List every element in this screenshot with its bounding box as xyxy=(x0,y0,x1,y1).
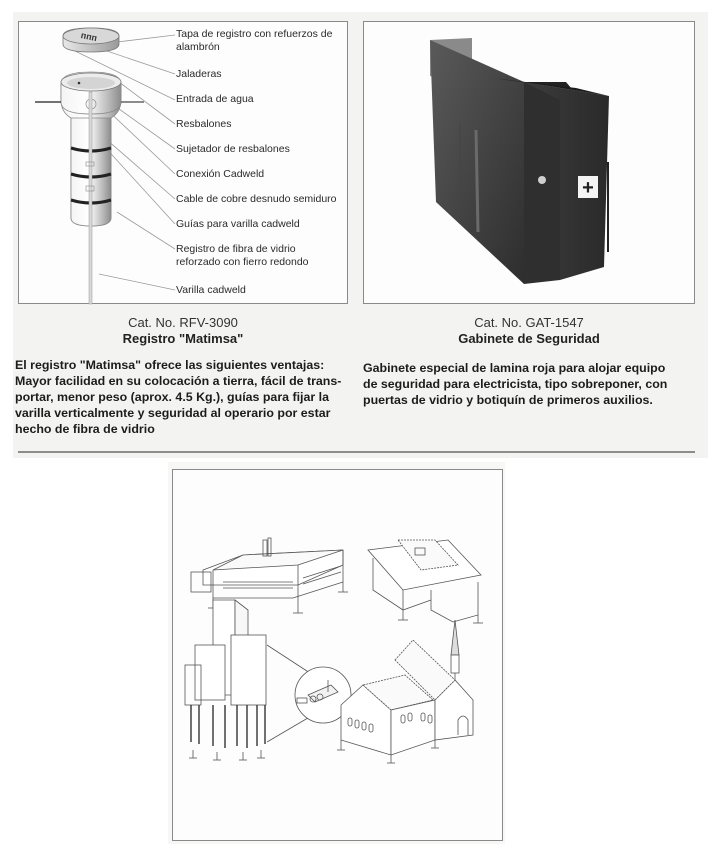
building-grounding-diagrams xyxy=(173,470,504,842)
callout-tapa xyxy=(176,28,332,54)
registro-name: Registro "Matimsa" xyxy=(122,331,244,346)
cabinet-name: Gabinete de Seguridad xyxy=(458,331,600,346)
cabinet-caption xyxy=(363,315,695,347)
safety-cabinet-photo xyxy=(364,22,696,305)
cross-icon: + xyxy=(582,177,594,199)
callout-guias: Guías para varilla cadweld xyxy=(176,218,300,230)
description-line: Gabinete especial de lamina roja para alojar equipo xyxy=(363,361,666,375)
description-line: de seguridad para electricista, tipo sobreponer, con xyxy=(363,377,668,391)
callout-resbalones: Resbalones xyxy=(176,118,232,130)
first-aid-cross-sign xyxy=(578,176,598,199)
registro-description xyxy=(15,357,355,437)
cabinet-description xyxy=(363,360,703,408)
callout-conexion: Conexión Cadweld xyxy=(176,168,265,180)
building-grounding-figure xyxy=(172,469,503,841)
section-divider xyxy=(18,451,695,453)
registro-figure-panel xyxy=(18,21,348,304)
description-line: puertas de vidrio y botiquín de primeros auxilios. xyxy=(363,393,653,407)
callout-text: Registro de fibra de vidrio xyxy=(176,243,296,255)
callout-sujetador: Sujetador de resbalones xyxy=(176,143,290,155)
description-line: El registro "Matimsa" ofrece las siguientes ventajas: xyxy=(15,358,325,372)
cabinet-catalog-number: Cat. No. GAT-1547 xyxy=(474,315,584,330)
callout-registro-fibra xyxy=(176,243,309,269)
callout-text: alambrón xyxy=(176,41,220,53)
callout-varilla: Varilla cadweld xyxy=(176,284,246,296)
registro-catalog-number: Cat. No. RFV-3090 xyxy=(128,315,238,330)
registro-caption xyxy=(18,315,348,347)
description-line: Mayor facilidad en su colocación a tierra, fácil de trans- xyxy=(15,374,342,388)
description-line: varilla verticalmente y seguridad al operario por estar xyxy=(15,406,331,420)
description-line: portar, menor peso (aprox. 4.5 Kg.), guías para fijar la xyxy=(15,390,329,404)
description-line: hecho de fibra de vidrio xyxy=(15,422,155,436)
tall-building-with-pilings xyxy=(185,600,351,760)
modern-house xyxy=(368,540,483,623)
cabinet-figure-panel xyxy=(363,21,695,304)
callout-text: Tapa de registro con refuerzos de xyxy=(176,28,333,40)
registro-body xyxy=(35,72,144,304)
callout-cable: Cable de cobre desnudo semiduro xyxy=(176,193,337,205)
cabinet-body xyxy=(430,38,609,284)
svg-text:ᴨᴨᴨ: ᴨᴨᴨ xyxy=(79,30,99,44)
church-building xyxy=(337,620,473,763)
callout-entrada-agua: Entrada de agua xyxy=(176,93,254,105)
registro-lid xyxy=(63,28,119,52)
callout-text: reforzado con fierro redondo xyxy=(176,256,309,268)
callout-jaladeras: Jaladeras xyxy=(176,68,222,80)
